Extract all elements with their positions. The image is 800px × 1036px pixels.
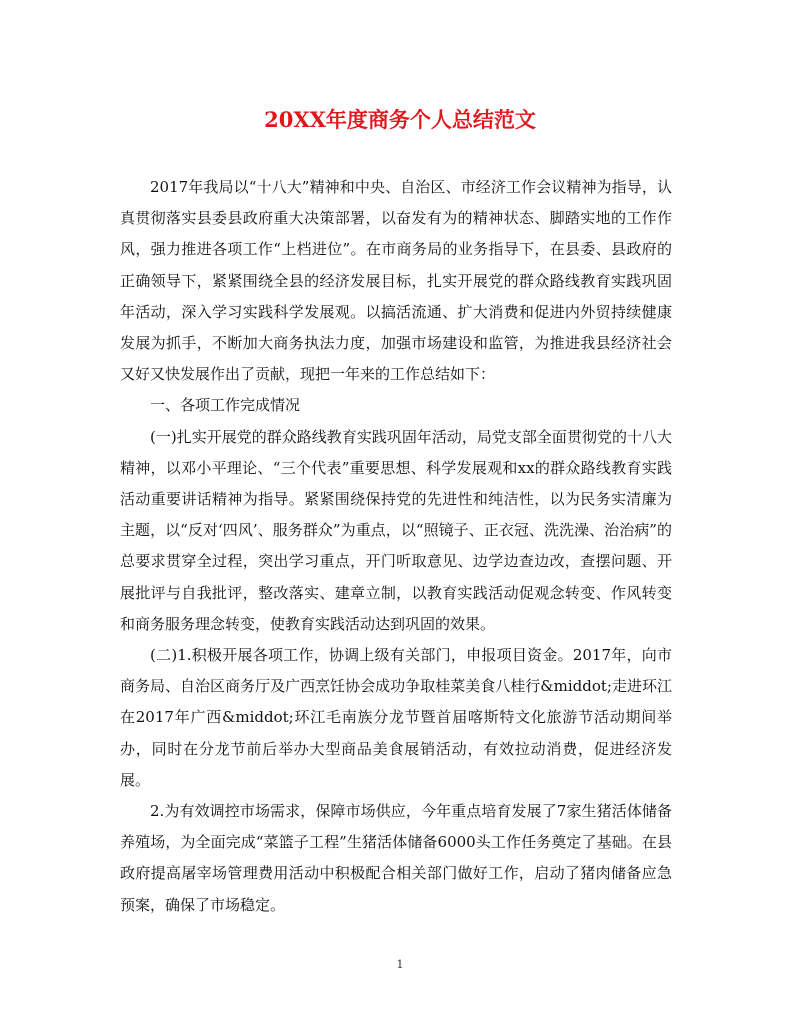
paragraph-item-3: 2.为有效调控市场需求，保障市场供应，今年重点培育发展了7家生猪活体储备养殖场，为全面完成“菜篮子工程”生猪活体储备6000头工作任务奠定了基础。在县政府提高屠宰场管理费用活动中积极配合相关部门做好工作，启动了猪肉储备应急预案，确保了市场稳定。 bbox=[120, 802, 672, 914]
document-title: 20XX年度商务个人总结范文 bbox=[264, 107, 536, 132]
section-heading: 一、各项工作完成情况 bbox=[150, 396, 301, 415]
paragraph-item-1: (一)扎实开展党的群众路线教育实践巩固年活动，局党支部全面贯彻党的十八大精神，以邓小平理论、“三个代表”重要思想、科学发展观和xx的群众路线教育实践活动重要讲话精神为指导。紧紧围绕保持党的先进性和纯洁性，以为民务实清廉为主题，以“反对‘四风’、服务群众”为重点，以“照镜子、正衣冠、洗洗澡、治治病”的总要求贯穿全过程，突出学习重点，开门听取意见、边学边查边改，查摆问题、开展批评与自我批评，整改落实、建章立制，以教育实践活动促观念转变、作风转变和商务服务理念转变，使教育实践活动达到巩固的效果。 bbox=[120, 427, 672, 633]
page-number: 1 bbox=[396, 958, 404, 971]
document-body bbox=[120, 172, 672, 921]
paragraph-item-2: (二)1.积极开展各项工作，协调上级有关部门，申报项目资金。2017年，向市商务局、自治区商务厅及广西烹饪协会成功争取桂菜美食八桂行&middot;走进环江在2017年广西&middot;环江毛南族分龙节暨首届喀斯特文化旅游节活动期间举办，同时在分龙节前后举办大型商品美食展销活动，有效拉动消费，促进经济发展。 bbox=[120, 646, 672, 789]
paragraph-intro: 2017年我局以“十八大”精神和中央、自治区、市经济工作会议精神为指导，认真贯彻落实县委县政府重大决策部署，以奋发有为的精神状态、脚踏实地的工作作风，强力推进各项工作“上档进位”。在市商务局的业务指导下，在县委、县政府的正确领导下，紧紧围绕全县的经济发展目标，扎实开展党的群众路线教育实践巩固年活动，深入学习实践科学发展观。以搞活流通、扩大消费和促进内外贸持续健康发展为抓手，不断加大商务执法力度，加强市场建设和监管，为推进我县经济社会又好又快发展作出了贡献，现把一年来的工作总结如下： bbox=[120, 178, 672, 384]
